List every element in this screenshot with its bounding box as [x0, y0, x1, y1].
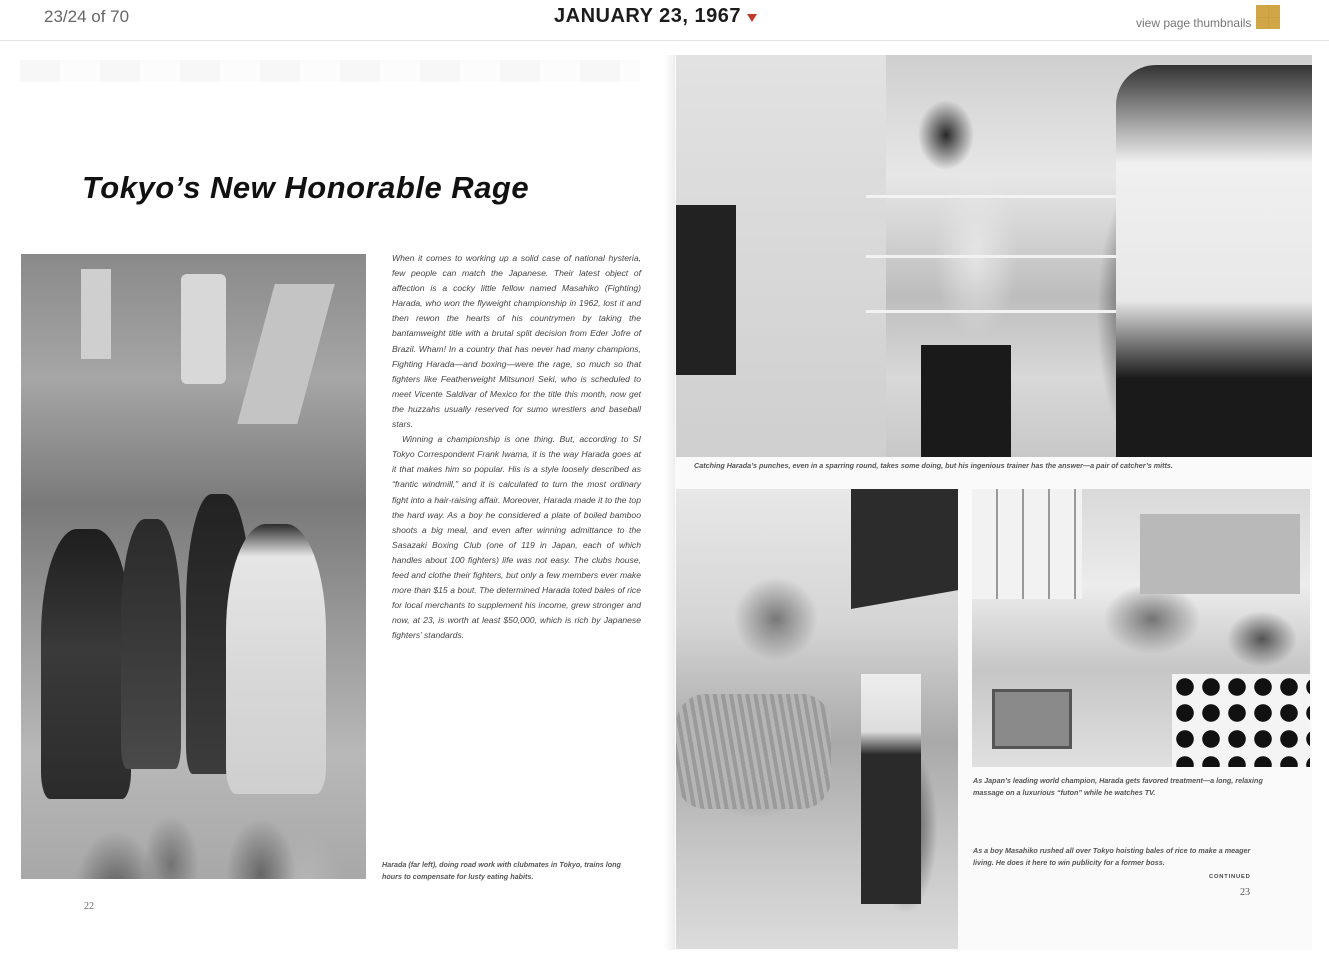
- photo-shoji-screen: [972, 489, 1082, 599]
- futon-photo-caption: As Japan’s leading world champion, Harada gets favored treatment—a long, relaxing massage on a luxurious “futon” while he watches TV.: [973, 776, 1263, 797]
- caret-down-icon: [747, 14, 757, 22]
- gym-sparring-photo: [676, 55, 1312, 457]
- grid-cell: [1256, 5, 1268, 17]
- article-paragraph: Winning a championship is one thing. But, according to SI Tokyo Correspondent Frank Iwama, it is the way Harada goes at it that makes him so popular. His is a style loosely described as “frantic windmill,” and it is calculated to turn the most ordinary fight into a hair-raising affair. Moreover, Harada made it to the top the hard way. As a boy he considered a plate of boiled bamboo shoots a big meal, and even after winning admittance to the Sasazaki Boxing Club (one of 119 in Japan, each of which handles about 100 fighters) life was not easy. The clubs house, feed and clothe their fighters, but only a few members ever make more than $15 a bout. The determined Harada toted bales of rice for local merchants to supplement his income, grew stronger and now, at 23, is worth at least $50,000, which is rich by Japanese fighters’ standards.: [392, 434, 641, 641]
- photo-rice-bale: [676, 694, 831, 809]
- grid-cell: [1269, 5, 1281, 17]
- photo-runner: [226, 524, 326, 794]
- photo-roof: [851, 489, 958, 609]
- photo-notice-board: [676, 205, 736, 375]
- photo-polka-dot-futon: [1172, 674, 1310, 767]
- article-headline: Tokyo’s New Honorable Rage: [82, 170, 530, 205]
- photo-runner: [121, 519, 181, 769]
- photo-former-boss: [861, 674, 921, 904]
- issue-date-label: JANUARY 23, 1967: [554, 5, 741, 27]
- page-number-right: 23: [1240, 887, 1250, 898]
- photo-vertical-sign: [181, 274, 226, 384]
- photo-shop-sign: [81, 269, 111, 359]
- photo-boxer: [921, 345, 1011, 457]
- page-number-left: 22: [84, 901, 94, 912]
- photo-tv: [992, 689, 1072, 749]
- photo-awning: [237, 284, 335, 424]
- photo-cabinet: [1140, 514, 1300, 594]
- futon-massage-photo: [972, 489, 1310, 767]
- grid-cell: [1269, 18, 1281, 30]
- continued-label: CONTINUED: [1209, 874, 1251, 880]
- street-photo-caption: Harada (far left), doing road work with clubmates in Tokyo, trains long hours to compensate for lusty eating habits.: [382, 860, 621, 881]
- rice-bale-photo: [676, 489, 958, 949]
- grid-cell: [1256, 18, 1268, 30]
- rice-photo-caption: As a boy Masahiko rushed all over Tokyo hoisting bales of rice to make a meager living. He does it here to win publicity for a former boss.: [973, 846, 1251, 867]
- page-counter: 23/24 of 70: [44, 7, 130, 26]
- street-running-photo: [21, 254, 366, 879]
- article-body: [392, 251, 641, 643]
- show-through-print: [20, 60, 640, 82]
- gym-photo-caption: Catching Harada’s punches, even in a sparring round, takes some doing, but his ingenious trainer has the answer—a pair of catcher’s mitts.: [694, 461, 1173, 470]
- issue-date-dropdown[interactable]: [554, 5, 757, 28]
- view-page-thumbnails-link[interactable]: view page thumbnails: [1136, 16, 1252, 30]
- viewer-toolbar: [0, 0, 1329, 41]
- photo-trainer: [1116, 65, 1312, 457]
- photo-runner: [41, 529, 131, 799]
- article-paragraph: When it comes to working up a solid case of national hysteria, few people can match the Japanese. Their latest object of affection is a cocky little fellow named Masahiko (Fighting) Harada, who won the flyweight championship in 1962, lost it and then rewon the hearts of his countrymen by taking the bantamweight title with a brutal split decision from Eder Jofre of Brazil. Wham! In a country that has never had many champions, Fighting Harada—and boxing—were the rage, so much so that fighters like Featherweight Mitsunori Seki, who is scheduled to meet Vicente Saldivar of Mexico for the title this month, now get the huzzahs usually reserved for sumo wrestlers and baseball stars.: [392, 253, 641, 430]
- grid-icon[interactable]: [1256, 5, 1280, 29]
